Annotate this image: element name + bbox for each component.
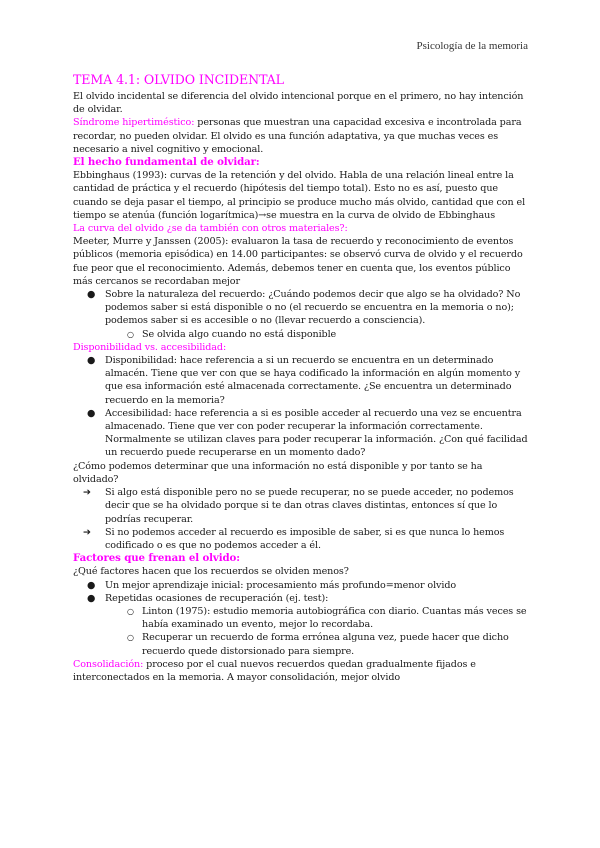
list-item — [127, 605, 528, 631]
disponibilidad-heading: Disponibilidad vs. accesibilidad: — [73, 341, 227, 353]
list-item — [87, 288, 528, 341]
consolidacion-term: Consolidación: — [73, 658, 144, 670]
running-header: Psicología de la memoria — [416, 40, 528, 52]
list-item-text: Accesibilidad: hace referencia a si es posible acceder al recuerdo una vez se encuentra almacenado. Tiene que ver con poder recuperar la información correctamente. Normalmente se utilizan claves para poder recuperar la información. ¿Con qué facilidad un recuerdo puede recuperarse en un momento dado? — [105, 407, 528, 459]
consolidacion-text: proceso por el cual nuevos recuerdos quedan gradualmente fijados e interconectados en la memoria. A mayor consolidación, mejor olvido — [73, 658, 476, 683]
hecho-paragraph: Ebbinghaus (1993): curvas de la retención y del olvido. Habla de una relación lineal entre la cantidad de práctica y el recuerdo (hipótesis del tiempo total). Esto no es así, puesto que cuando se deja pasar el tiempo, al principio se produce mucho más olvido, cantidad que con el tiempo se atenúa (función logarítmica)→se muestra en la curva de olvido de Ebbinghaus — [73, 170, 526, 221]
list-item-text: Si algo está disponible pero no se puede recuperar, no se puede acceder, no podemos decir que se ha olvidado porque si te dan otras claves distintas, entonces sí que lo podrías recuperar. — [105, 487, 514, 525]
list-item — [127, 328, 528, 341]
curva-heading: La curva del olvido ¿se da también con otros materiales?: — [73, 223, 348, 235]
list-item — [127, 631, 528, 657]
sindrome-text: personas que muestran una capacidad excesiva e incontrolada para recordar, no pueden olvidar. El olvido es una función adaptativa, ya que muchas veces es necesario a nivel cognitivo y emocional. — [73, 117, 522, 155]
disponibilidad-list — [73, 354, 528, 460]
bullet-icon: ● — [87, 289, 96, 301]
factores-question: ¿Qué factores hacen que los recuerdos se olviden menos? — [73, 566, 349, 578]
list-item-text: Se olvida algo cuando no está disponible — [142, 328, 337, 340]
list-item-text: Repetidas ocasiones de recuperación (ej. test): — [105, 592, 329, 604]
list-item — [87, 407, 528, 460]
list-item-text: Disponibilidad: hace referencia a si un recuerdo se encuentra en un determinado almacén. Tiene que ver con que se haya codificado la información en algún momento y que esa información esté almacenada correctamente. ¿Se encuentra un determinado recuerdo en la memoria? — [105, 355, 521, 406]
list-item — [83, 486, 528, 526]
hecho-heading: El hecho fundamental de olvidar: — [73, 156, 260, 169]
arrow-list — [73, 486, 528, 552]
list-item — [83, 526, 528, 552]
sindrome-paragraph — [73, 116, 528, 156]
bullet-icon: ● — [87, 355, 96, 367]
page-title: TEMA 4.1: OLVIDO INCIDENTAL — [73, 72, 284, 87]
disponibilidad-question: ¿Cómo podemos determinar que una información no está disponible y por tanto se ha olvidado? — [73, 460, 483, 485]
list-item-text: Sobre la naturaleza del recuerdo: ¿Cuándo podemos decir que algo se ha olvidado? No podemos saber si está disponible o no (el recuerdo se encuentra en la memoria o no); podemos saber si es accesible o no (llevar recuerdo a consciencia). — [105, 289, 521, 327]
intro-paragraph: El olvido incidental se diferencia del olvido intencional porque en el primero, no hay intención de olvidar. — [73, 91, 524, 116]
factores-sublist — [105, 605, 528, 658]
circle-bullet-icon: ○ — [127, 329, 134, 339]
list-item-text: Linton (1975): estudio memoria autobiográfica con diario. Cuantas más veces se había examinado un evento, mejor lo recordaba. — [142, 605, 527, 631]
factores-list — [73, 579, 528, 658]
bullet-icon: ● — [87, 592, 96, 604]
list-item — [87, 354, 528, 407]
curva-sublist — [105, 328, 528, 341]
factores-heading: Factores que frenan el olvido: — [73, 552, 240, 565]
bullet-icon: ● — [87, 407, 96, 419]
bullet-icon: ● — [87, 579, 96, 591]
consolidacion-paragraph — [73, 658, 528, 684]
document-body — [73, 72, 528, 684]
sindrome-term: Síndrome hipertiméstico: — [73, 117, 195, 129]
curva-paragraph: Meeter, Murre y Janssen (2005): evaluaron la tasa de recuerdo y reconocimiento de eventos públicos (memoria episódica) en 14.00 participantes: se observó curva de olvido y el recuerdo fue peor que el reconocimiento. Además, debemos tener en cuenta que, los eventos público más cercanos se recordaban mejor — [73, 236, 523, 287]
list-item — [87, 592, 528, 658]
list-item-text: Un mejor aprendizaje inicial: procesamiento más profundo=menor olvido — [105, 579, 457, 591]
circle-bullet-icon: ○ — [127, 633, 134, 643]
list-item-text: Si no podemos acceder al recuerdo es imposible de saber, si es que nunca lo hemos codificado o es que no podemos acceder a él. — [105, 526, 505, 551]
arrow-right-icon: ➔ — [83, 526, 91, 538]
list-item-text: Recuperar un recuerdo de forma errónea alguna vez, puede hacer que dicho recuerdo quede distorsionado para siempre. — [142, 632, 509, 657]
arrow-right-icon: ➔ — [83, 487, 91, 499]
curva-list — [73, 288, 528, 341]
list-item — [87, 579, 528, 592]
circle-bullet-icon: ○ — [127, 606, 134, 616]
